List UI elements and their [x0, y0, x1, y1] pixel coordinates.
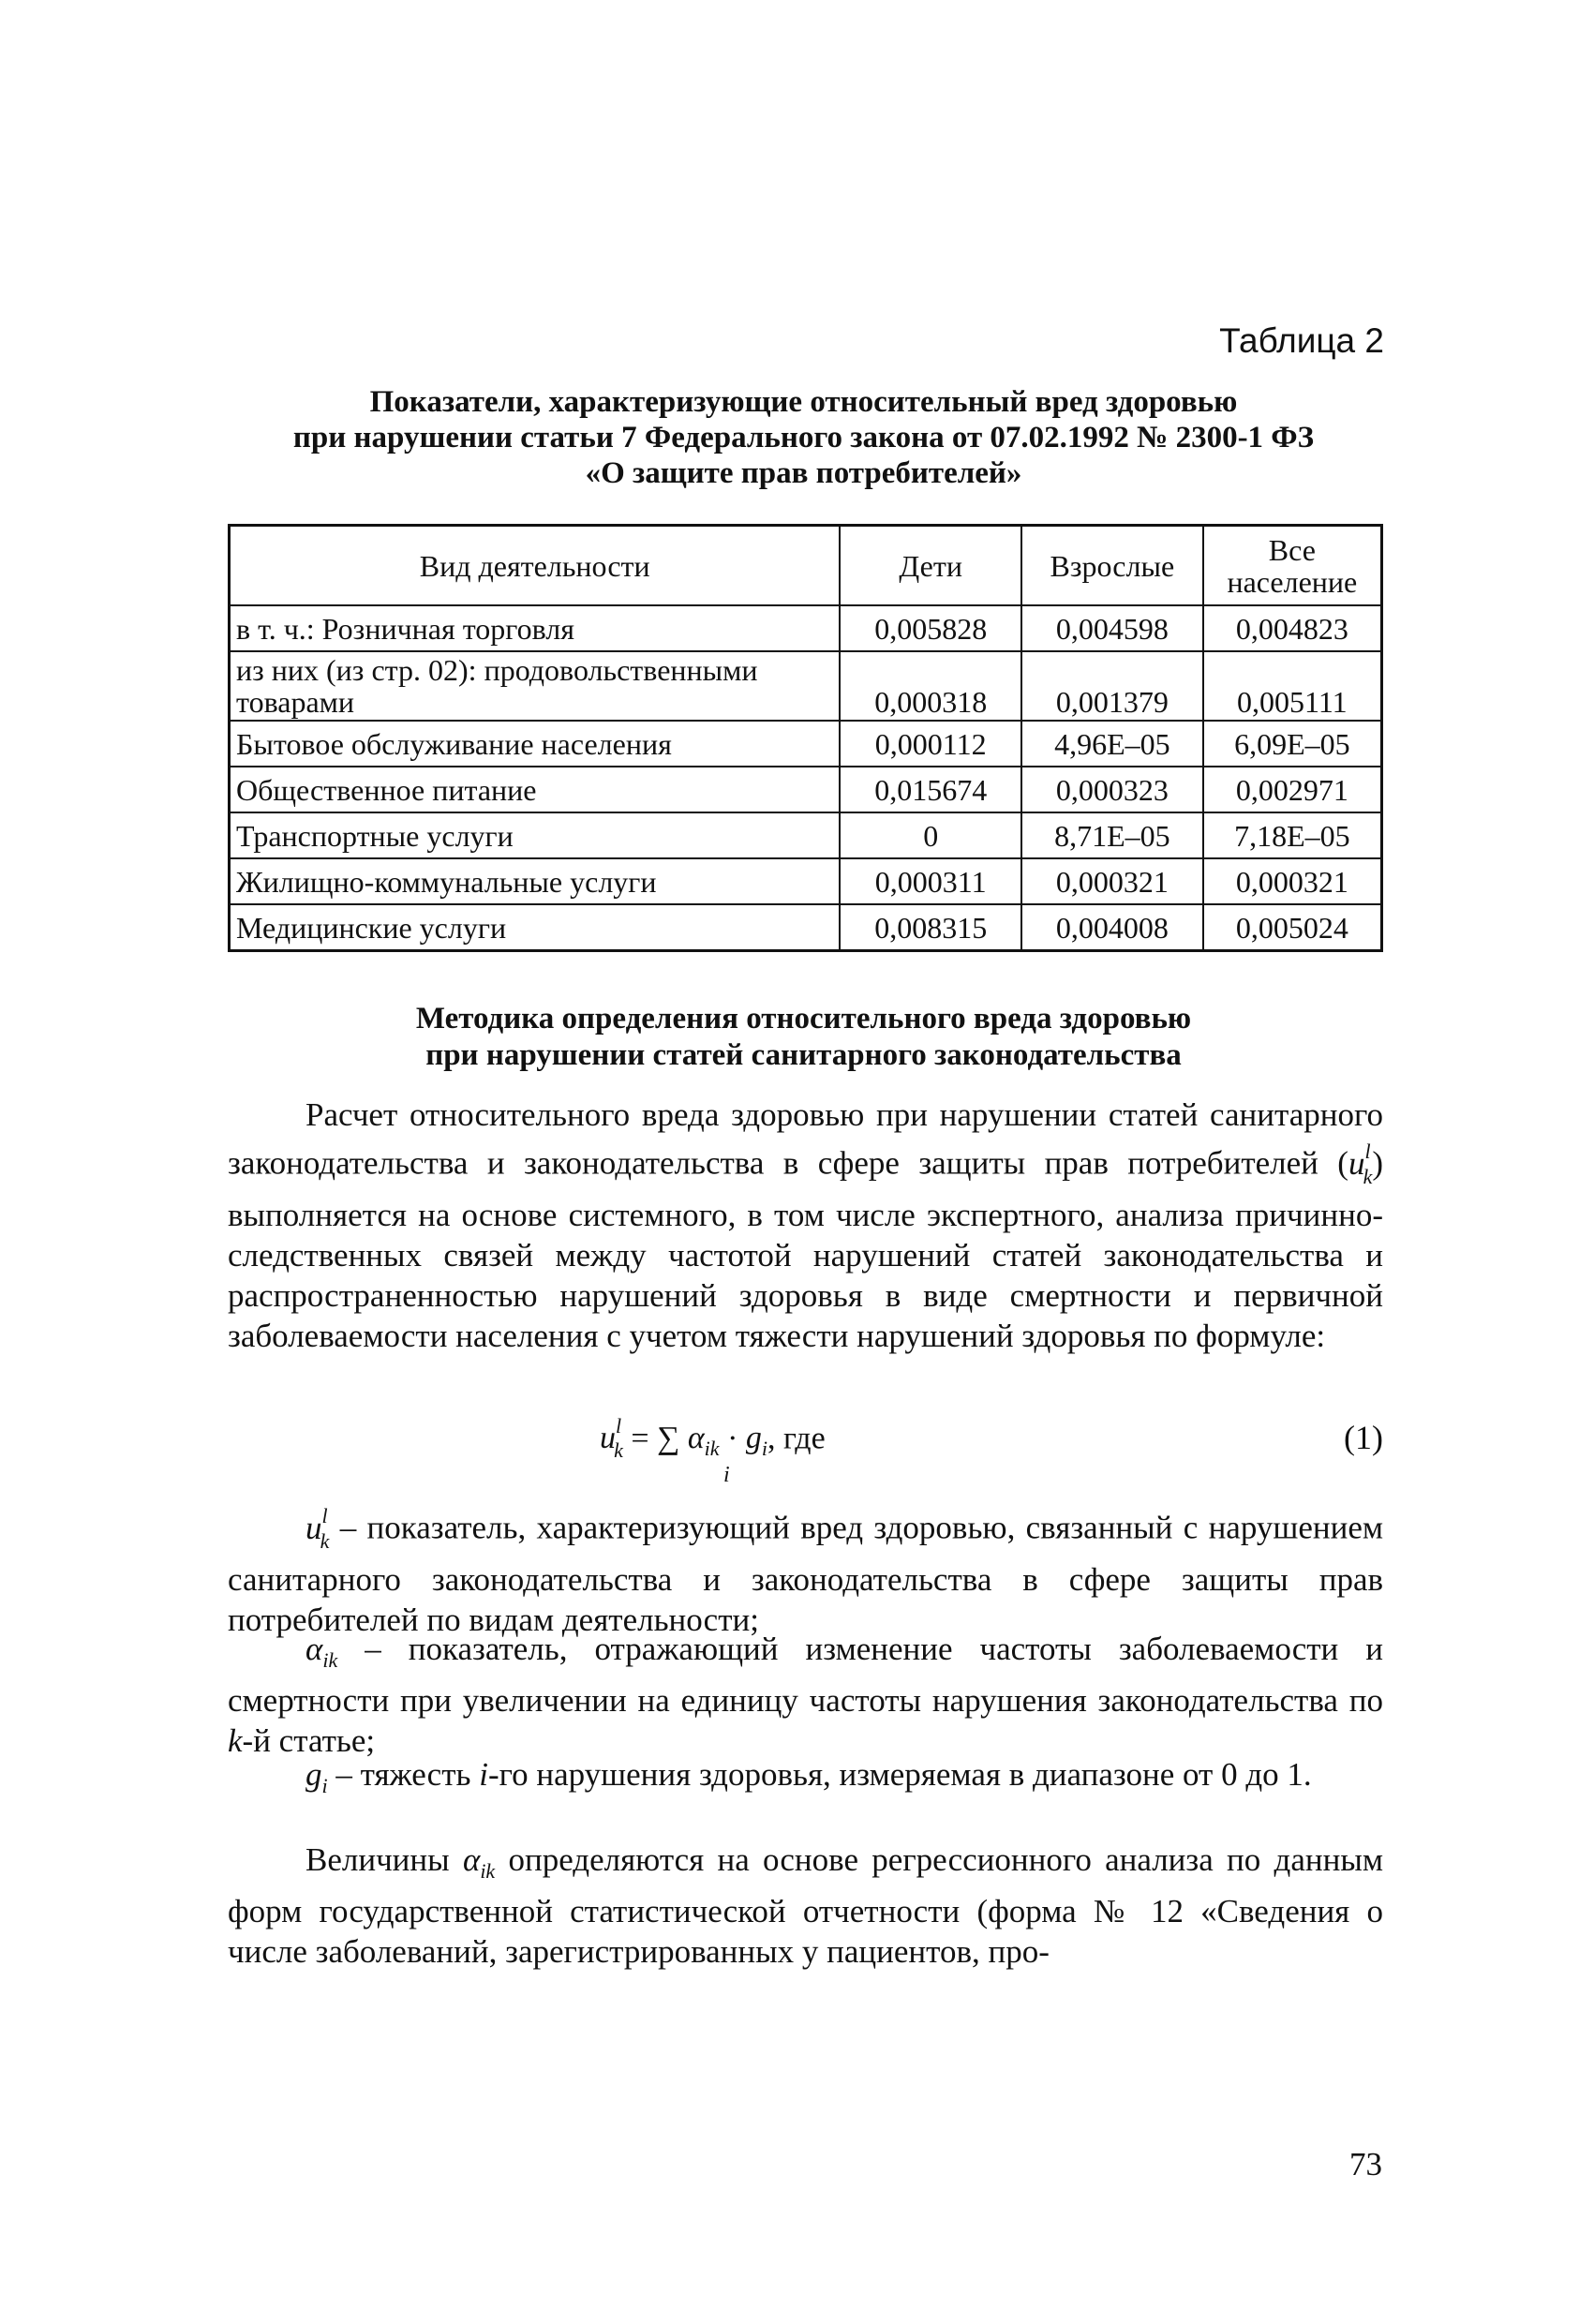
- cell-all: 7,18Е–05: [1203, 812, 1382, 858]
- section-title-line: при нарушении статей санитарного законодательства: [425, 1038, 1182, 1072]
- table-row: [230, 605, 1382, 651]
- table-row: [230, 858, 1382, 904]
- cell-children: 0,005828: [840, 605, 1021, 651]
- equation-number: (1): [1344, 1419, 1383, 1456]
- table-label: Таблица 2: [1219, 321, 1384, 360]
- cell-adults: 0,000323: [1021, 767, 1203, 812]
- table-row: [230, 651, 1382, 721]
- table-row: [230, 904, 1382, 951]
- harm-indicators-table: [228, 524, 1383, 952]
- cell-adults: 0,001379: [1021, 651, 1203, 721]
- definition-alpha: [228, 1629, 1383, 1761]
- cell-adults: 0,000321: [1021, 858, 1203, 904]
- cell-adults: 4,96Е–05: [1021, 721, 1203, 767]
- table-caption-line: Показатели, характеризующие относительный вред здоровью: [369, 385, 1238, 419]
- table-caption-line: «О защите прав потребителей»: [585, 456, 1022, 490]
- column-header-activity: Вид деятельности: [230, 526, 841, 606]
- cell-activity: Жилищно-коммунальные услуги: [230, 858, 841, 904]
- paragraph-method: [228, 1095, 1383, 1356]
- cell-all: 0,000321: [1203, 858, 1382, 904]
- cell-all: 0,004823: [1203, 605, 1382, 651]
- cell-activity: Общественное питание: [230, 767, 841, 812]
- section-title: [225, 1001, 1382, 1074]
- cell-activity: Медицинские услуги: [230, 904, 841, 951]
- cell-children: 0,000112: [840, 721, 1021, 767]
- formula-1: $u^l_k$ = ∑ $\alpha_{ik} \cdot g_i$, где i: [600, 1414, 826, 1487]
- cell-activity: из них (из стр. 02): продовольственными товарами: [230, 651, 841, 721]
- cell-children: 0,008315: [840, 904, 1021, 951]
- g-i-symbol: $g_i$: [305, 1756, 328, 1797]
- cell-all: 0,005024: [1203, 904, 1382, 951]
- definition-text: – показатель, отражающий изменение частоты заболеваемости и смертности при увеличении на единицу частоты нарушения законодательства по: [228, 1631, 1383, 1719]
- formula-where: , где: [767, 1421, 826, 1456]
- table-row: [230, 721, 1382, 767]
- definition-text: – показатель, характеризующий вред здоровью, связанный с нарушением санитарного законодательства и законодательства в сфере защиты прав потребителей по видам деятельности;: [228, 1509, 1383, 1638]
- paragraph-text: Величины: [305, 1841, 463, 1878]
- definition-g: [228, 1754, 1383, 1806]
- cell-all: 6,09Е–05: [1203, 721, 1382, 767]
- cell-all: 0,005111: [1203, 651, 1382, 721]
- i-symbol: i: [479, 1756, 488, 1793]
- cell-children: 0,015674: [840, 767, 1021, 812]
- page-number: 73: [1349, 2146, 1382, 2182]
- column-header-all-line: Все: [1268, 532, 1316, 567]
- paragraph-text: ) выполняется на основе системного, в том числе экспертного, анализа причинно-следственных связей между частотой нарушений статей законодательства и распространенностью нарушений здоровья в виде смертности и первичной заболеваемости населения с учетом тяжести нарушений здоровья по формуле:: [228, 1144, 1383, 1354]
- k-symbol: k: [228, 1722, 243, 1759]
- paragraph-text: определяются на основе регрессионного анализа по данным форм государственной статистической отчетности (форма № 12 «Сведения о числе заболеваний, зарегистрированных у пациентов, про-: [228, 1841, 1384, 1970]
- definition-text: -й статье;: [242, 1722, 376, 1759]
- u-kl-symbol: $u^l_k$: [1348, 1140, 1373, 1188]
- table-row: [230, 767, 1382, 812]
- column-header-all-line: население: [1227, 564, 1358, 599]
- cell-adults: 0,004008: [1021, 904, 1203, 951]
- paragraph-alpha-values: [228, 1840, 1383, 1972]
- table-row: [230, 812, 1382, 858]
- cell-children: 0,000311: [840, 858, 1021, 904]
- column-header-children: Дети: [840, 526, 1021, 606]
- alpha-ik-symbol: $\alpha_{ik}$: [305, 1631, 338, 1672]
- definition-text: -го нарушения здоровья, измеряемая в диапазоне от 0 до 1.: [487, 1756, 1312, 1793]
- alpha-ik-symbol: $\alpha_{ik}$: [462, 1841, 496, 1883]
- cell-adults: 0,004598: [1021, 605, 1203, 651]
- table-caption: [225, 384, 1382, 491]
- cell-all: 0,002971: [1203, 767, 1382, 812]
- cell-adults: 8,71Е–05: [1021, 812, 1203, 858]
- cell-children: 0,000318: [840, 651, 1021, 721]
- paragraph-text: Расчет относительного вреда здоровью при нарушении статей санитарного законодательства и законодательства в сфере защиты прав потребителей (: [228, 1096, 1383, 1182]
- definition-text: – тяжесть: [327, 1756, 480, 1793]
- column-header-adults: Взрослые: [1021, 526, 1203, 606]
- table-caption-line: при нарушении статьи 7 Федерального закона от 07.02.1992 № 2300-1 ФЗ: [292, 421, 1315, 454]
- cell-children: 0: [840, 812, 1021, 858]
- column-header-all-population: [1203, 526, 1382, 606]
- cell-activity: Транспортные услуги: [230, 812, 841, 858]
- cell-activity: Бытовое обслуживание населения: [230, 721, 841, 767]
- definition-u: [228, 1499, 1383, 1640]
- u-kl-symbol: $u^l_k$: [305, 1504, 330, 1553]
- section-title-line: Методика определения относительного вреда здоровью: [415, 1002, 1192, 1035]
- table-header-row: [230, 526, 1382, 606]
- cell-activity: в т. ч.: Розничная торговля: [230, 605, 841, 651]
